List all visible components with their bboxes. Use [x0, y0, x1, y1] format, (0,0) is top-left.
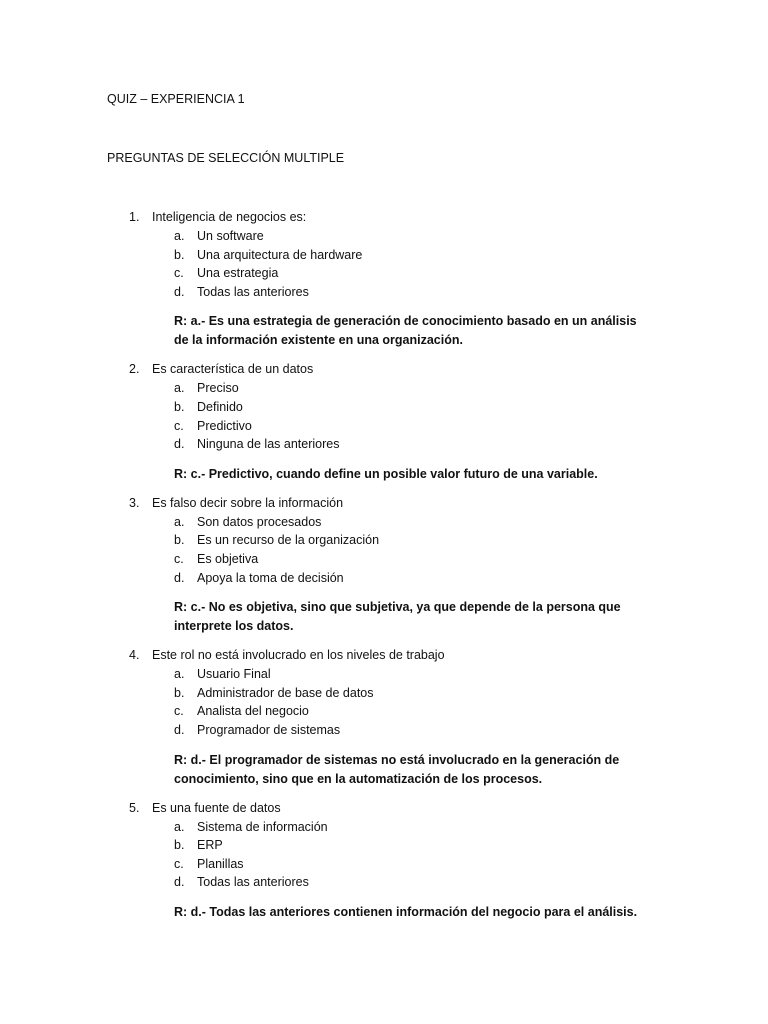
section-title: PREGUNTAS DE SELECCIÓN MULTIPLE: [107, 151, 345, 165]
option-letter: a.: [174, 667, 185, 682]
option-item: [0, 873, 768, 892]
option-letter: c.: [174, 704, 184, 719]
question-line: [0, 360, 768, 379]
question-line: [0, 208, 768, 227]
option-text: Una estrategia: [197, 266, 279, 281]
option-item: [0, 283, 768, 302]
option-text: Es un recurso de la organización: [197, 533, 380, 548]
question-3: [0, 494, 768, 636]
option-letter: c.: [174, 418, 184, 433]
document-title: QUIZ – EXPERIENCIA 1: [107, 92, 245, 106]
option-letter: a.: [174, 381, 185, 396]
option-text: Usuario Final: [197, 667, 271, 682]
question-number: 3.: [129, 495, 140, 510]
question-text: Inteligencia de negocios es:: [152, 210, 307, 224]
option-item: [0, 398, 768, 417]
option-item: [0, 836, 768, 855]
answer-text: R: a.- Es una estrategia de generación de conocimiento basado en un análisis de la información existente en una organización.: [174, 314, 637, 348]
option-text: Definido: [197, 399, 243, 414]
option-letter: d.: [174, 875, 185, 890]
question-text: Es característica de un datos: [152, 362, 314, 377]
option-text: Todas las anteriores: [197, 284, 309, 299]
option-letter: d.: [174, 437, 185, 452]
option-letter: c.: [174, 266, 184, 281]
option-letter: d.: [174, 570, 185, 585]
answer-text: R: d.- El programador de sistemas no está involucrado en la generación de conocimiento, sino que en la automatización de los procesos.: [174, 752, 620, 786]
question-line: [0, 494, 768, 513]
option-item: [0, 379, 768, 398]
option-letter: b.: [174, 399, 185, 414]
option-text: Preciso: [197, 381, 239, 396]
question-number: 1.: [129, 210, 140, 224]
option-item: [0, 513, 768, 532]
option-item: [0, 417, 768, 436]
option-letter: d.: [174, 284, 185, 299]
option-text: Analista del negocio: [197, 704, 309, 719]
option-item: [0, 227, 768, 246]
option-letter: a.: [174, 514, 185, 529]
question-text: Es una fuente de datos: [152, 800, 281, 815]
option-item: [0, 665, 768, 684]
option-item: [0, 264, 768, 283]
question-text: Este rol no está involucrado en los niveles de trabajo: [152, 648, 445, 663]
option-text: Ninguna de las anteriores: [197, 437, 340, 452]
answer-text: R: c.- Predictivo, cuando define un posible valor futuro de una variable.: [174, 466, 598, 481]
option-letter: a.: [174, 229, 185, 243]
option-text: Es objetiva: [197, 551, 259, 566]
option-item: [0, 721, 768, 740]
question-2: [0, 360, 768, 483]
option-letter: d.: [174, 722, 185, 737]
option-item: [0, 818, 768, 837]
option-item: [0, 531, 768, 550]
option-letter: a.: [174, 819, 185, 834]
question-list: [0, 208, 768, 932]
question-1: [0, 208, 768, 350]
option-text: ERP: [197, 838, 223, 853]
option-text: Todas las anteriores: [197, 875, 309, 890]
option-text: Programador de sistemas: [197, 722, 341, 737]
question-line: [0, 799, 768, 818]
option-letter: c.: [174, 856, 184, 871]
option-text: Sistema de información: [197, 819, 328, 834]
option-item: [0, 569, 768, 588]
option-item: [0, 246, 768, 265]
question-number: 2.: [129, 362, 140, 377]
option-text: Planillas: [197, 856, 244, 871]
option-item: [0, 684, 768, 703]
option-text: Predictivo: [197, 418, 252, 433]
answer-text: R: d.- Todas las anteriores contienen información del negocio para el análisis.: [174, 904, 638, 919]
option-text: Son datos procesados: [197, 514, 322, 529]
question-4: [0, 646, 768, 788]
question-line: [0, 646, 768, 665]
question-5: [0, 799, 768, 922]
option-text: Apoya la toma de decisión: [197, 570, 344, 585]
option-item: [0, 435, 768, 454]
question-number: 5.: [129, 800, 140, 815]
option-item: [0, 855, 768, 874]
option-text: Un software: [197, 229, 264, 243]
option-item: [0, 702, 768, 721]
option-letter: b.: [174, 247, 185, 262]
option-text: Una arquitectura de hardware: [197, 247, 363, 262]
question-text: Es falso decir sobre la información: [152, 495, 344, 510]
option-item: [0, 550, 768, 569]
option-letter: b.: [174, 685, 185, 700]
option-text: Administrador de base de datos: [197, 685, 374, 700]
answer-text: R: c.- No es objetiva, sino que subjetiva, ya que depende de la persona que interprete los datos.: [174, 600, 621, 634]
option-letter: b.: [174, 533, 185, 548]
option-letter: b.: [174, 838, 185, 853]
question-number: 4.: [129, 648, 140, 663]
option-letter: c.: [174, 551, 184, 566]
